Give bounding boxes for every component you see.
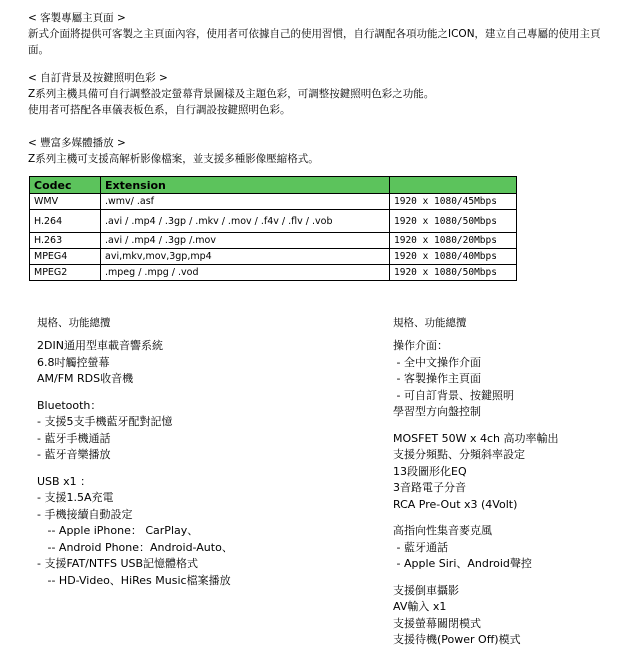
section-text: 新式介面將提供可客製之主頁面內容，使用者可依據自己的使用習慣，自行調配各項功能之ICON，建立自己專屬的使用主頁面。: [28, 28, 601, 56]
spec-line: - 手機接續自動設定: [37, 507, 133, 521]
section-text: Z系列主機具備可自行調整設定螢幕背景圖樣及主題色彩，可調整按鍵照明色彩之功能。: [28, 88, 435, 100]
spec-line: - 藍牙手機通話: [37, 431, 111, 445]
resolution-cell: 1920 x 1080/45Mbps: [390, 194, 517, 210]
spec-line: MOSFET 50W x 4ch 高功率輸出: [393, 431, 559, 445]
table-row: [30, 249, 517, 265]
header-resolution: [390, 177, 517, 194]
spec-line: 2DIN通用型車載音響系統: [37, 339, 163, 352]
section-text: Z系列主機可支援高解析影像檔案，並支援多種影像壓縮格式。: [28, 153, 319, 165]
spec-line: - 客製操作主頁面: [393, 372, 481, 385]
spec-line: 3音路電子分音: [393, 481, 466, 494]
spec-line: -- Apple iPhone： CarPlay、: [37, 524, 199, 537]
section-multimedia: [28, 135, 319, 167]
spec-list: [393, 338, 559, 649]
section-title: < 客製專屬主頁面 >: [28, 12, 126, 24]
spec-line: - 支援5支手機藍牙配對記憶: [37, 415, 173, 428]
spacer: [393, 513, 559, 523]
extension-cell: .wmv/ .asf: [101, 194, 390, 210]
spec-line: AV輸入 x1: [393, 600, 447, 613]
extension-cell: .mpeg / .mpg / .vod: [101, 265, 390, 281]
extension-cell: .avi / .mp4 / .3gp /.mov: [101, 233, 390, 249]
resolution-cell: 1920 x 1080/50Mbps: [390, 265, 517, 281]
resolution-cell: 1920 x 1080/40Mbps: [390, 249, 517, 265]
spec-line: - 藍牙音樂播放: [37, 448, 111, 461]
section-custom-background: [28, 70, 434, 118]
spec-line: 13段圖形化EQ: [393, 464, 467, 478]
spec-line: -- HD-Video、HiRes Music檔案播放: [37, 573, 231, 587]
codec-cell: MPEG2: [30, 265, 101, 281]
spec-line: - Apple Siri、Android聲控: [393, 557, 532, 570]
resolution-cell: 1920 x 1080/50Mbps: [390, 210, 517, 233]
right-spec-column: [393, 315, 559, 649]
section-text: 使用者可搭配各車儀表板色系，自行調設按鍵照明色彩。: [28, 104, 291, 116]
section-title: < 自訂背景及按鍵照明色彩 >: [28, 72, 168, 84]
spec-line: -- Android Phone：Android-Auto、: [37, 540, 233, 554]
spec-line: 支援螢幕關閉模式: [393, 616, 481, 630]
table-header-row: [30, 177, 517, 194]
spacer: [393, 573, 559, 583]
table-row: [30, 210, 517, 233]
table-row: [30, 233, 517, 249]
codec-cell: H.263: [30, 233, 101, 249]
resolution-cell: 1920 x 1080/20Mbps: [390, 233, 517, 249]
spec-line: 6.8吋觸控螢幕: [37, 355, 110, 369]
spacer: [37, 388, 233, 398]
spec-line: - 支援FAT/NTFS USB記憶體格式: [37, 557, 199, 570]
codec-table: [29, 176, 517, 281]
spec-line: USB x1 ：: [37, 474, 92, 488]
spec-line: - 支援1.5A充電: [37, 491, 114, 504]
column-heading: 規格、功能總攬: [393, 317, 467, 329]
spec-line: 支援待機(Power Off)模式: [393, 633, 521, 646]
spec-line: 學習型方向盤控制: [393, 405, 481, 418]
section-title: < 豐富多媒體播放 >: [28, 137, 126, 149]
spacer: [37, 464, 233, 474]
codec-cell: WMV: [30, 194, 101, 210]
spec-line: Bluetooth：: [37, 398, 102, 412]
column-heading: 規格、功能總攬: [37, 317, 111, 329]
spec-line: 支援倒車攝影: [393, 583, 459, 597]
extension-cell: .avi / .mp4 / .3gp / .mkv / .mov / .f4v / .flv / .vob: [101, 210, 390, 233]
table-row: [30, 194, 517, 210]
spacer: [393, 421, 559, 431]
spec-line: RCA Pre-Out x3 (4Volt): [393, 497, 518, 511]
spec-list: [37, 338, 233, 589]
spec-line: AM/FM RDS收音機: [37, 372, 134, 385]
spec-line: 支援分頻點、分頻斜率設定: [393, 448, 525, 461]
table-row: [30, 265, 517, 281]
spec-line: - 可自訂背景、按鍵照明: [393, 388, 514, 402]
left-spec-column: [37, 315, 233, 589]
codec-cell: H.264: [30, 210, 101, 233]
spec-line: - 藍牙通話: [393, 540, 448, 554]
header-codec: Codec: [30, 177, 101, 194]
codec-cell: MPEG4: [30, 249, 101, 265]
section-custom-home: [28, 10, 618, 58]
extension-cell: avi,mkv,mov,3gp,mp4: [101, 249, 390, 265]
header-extension: Extension: [101, 177, 390, 194]
spec-line: 高指向性集音麥克風: [393, 524, 492, 537]
spec-line: - 全中文操作介面: [393, 355, 481, 369]
spec-line: 操作介面：: [393, 339, 448, 352]
